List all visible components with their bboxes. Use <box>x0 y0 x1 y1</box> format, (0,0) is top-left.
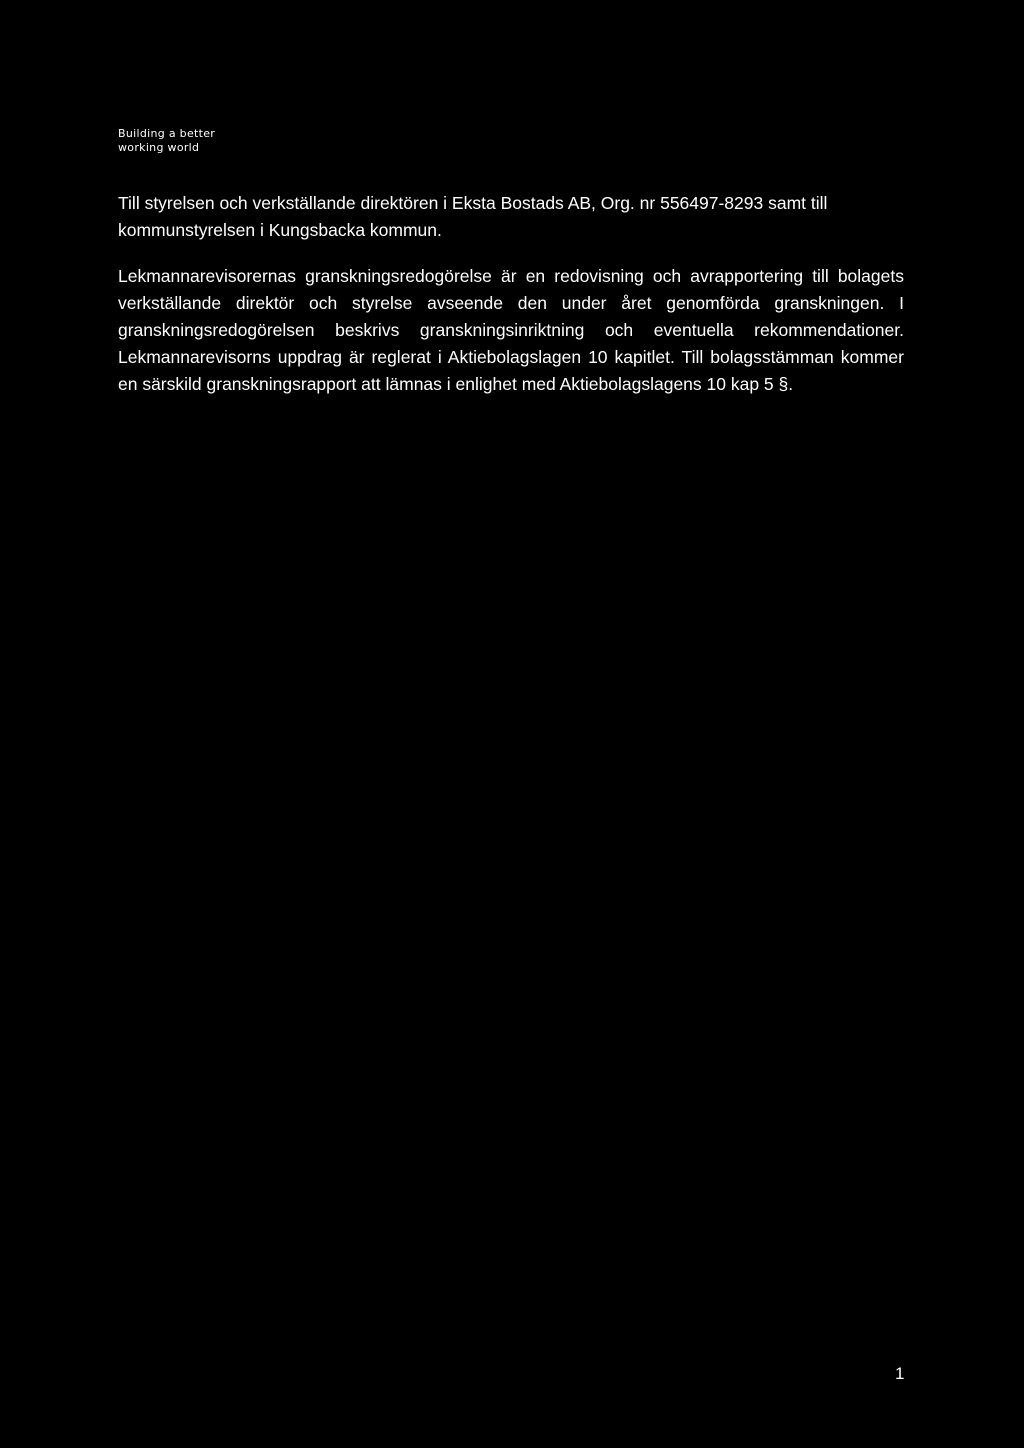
tagline-line-1: Building a better <box>118 127 216 140</box>
addressee-line: Till styrelsen och verkställande direktören i Eksta Bostads AB, Org. nr 556497-8293 samt till kommunstyrelsen i Kungsbacka kommun. <box>118 193 828 240</box>
tagline-line-2: working world <box>118 141 200 154</box>
page-number: 1 <box>895 1364 905 1383</box>
company-tagline <box>118 127 215 155</box>
body-paragraph: Lekmannarevisorernas granskningsredogörelse är en redovisning och avrapportering till bolagets verkställande direktör och styrelse avseende den under året genomförda granskningen. I granskningsredogörelsen beskrivs granskningsinriktning och eventuella rekommendationer. Lekmannarevisorns uppdrag är reglerat i Aktiebolagslagen 10 kapitlet. Till bolagsstämman kommer en särskild granskningsrapport att lämnas i enlighet med Aktiebolagslagens 10 kap 5 §. <box>118 266 904 394</box>
